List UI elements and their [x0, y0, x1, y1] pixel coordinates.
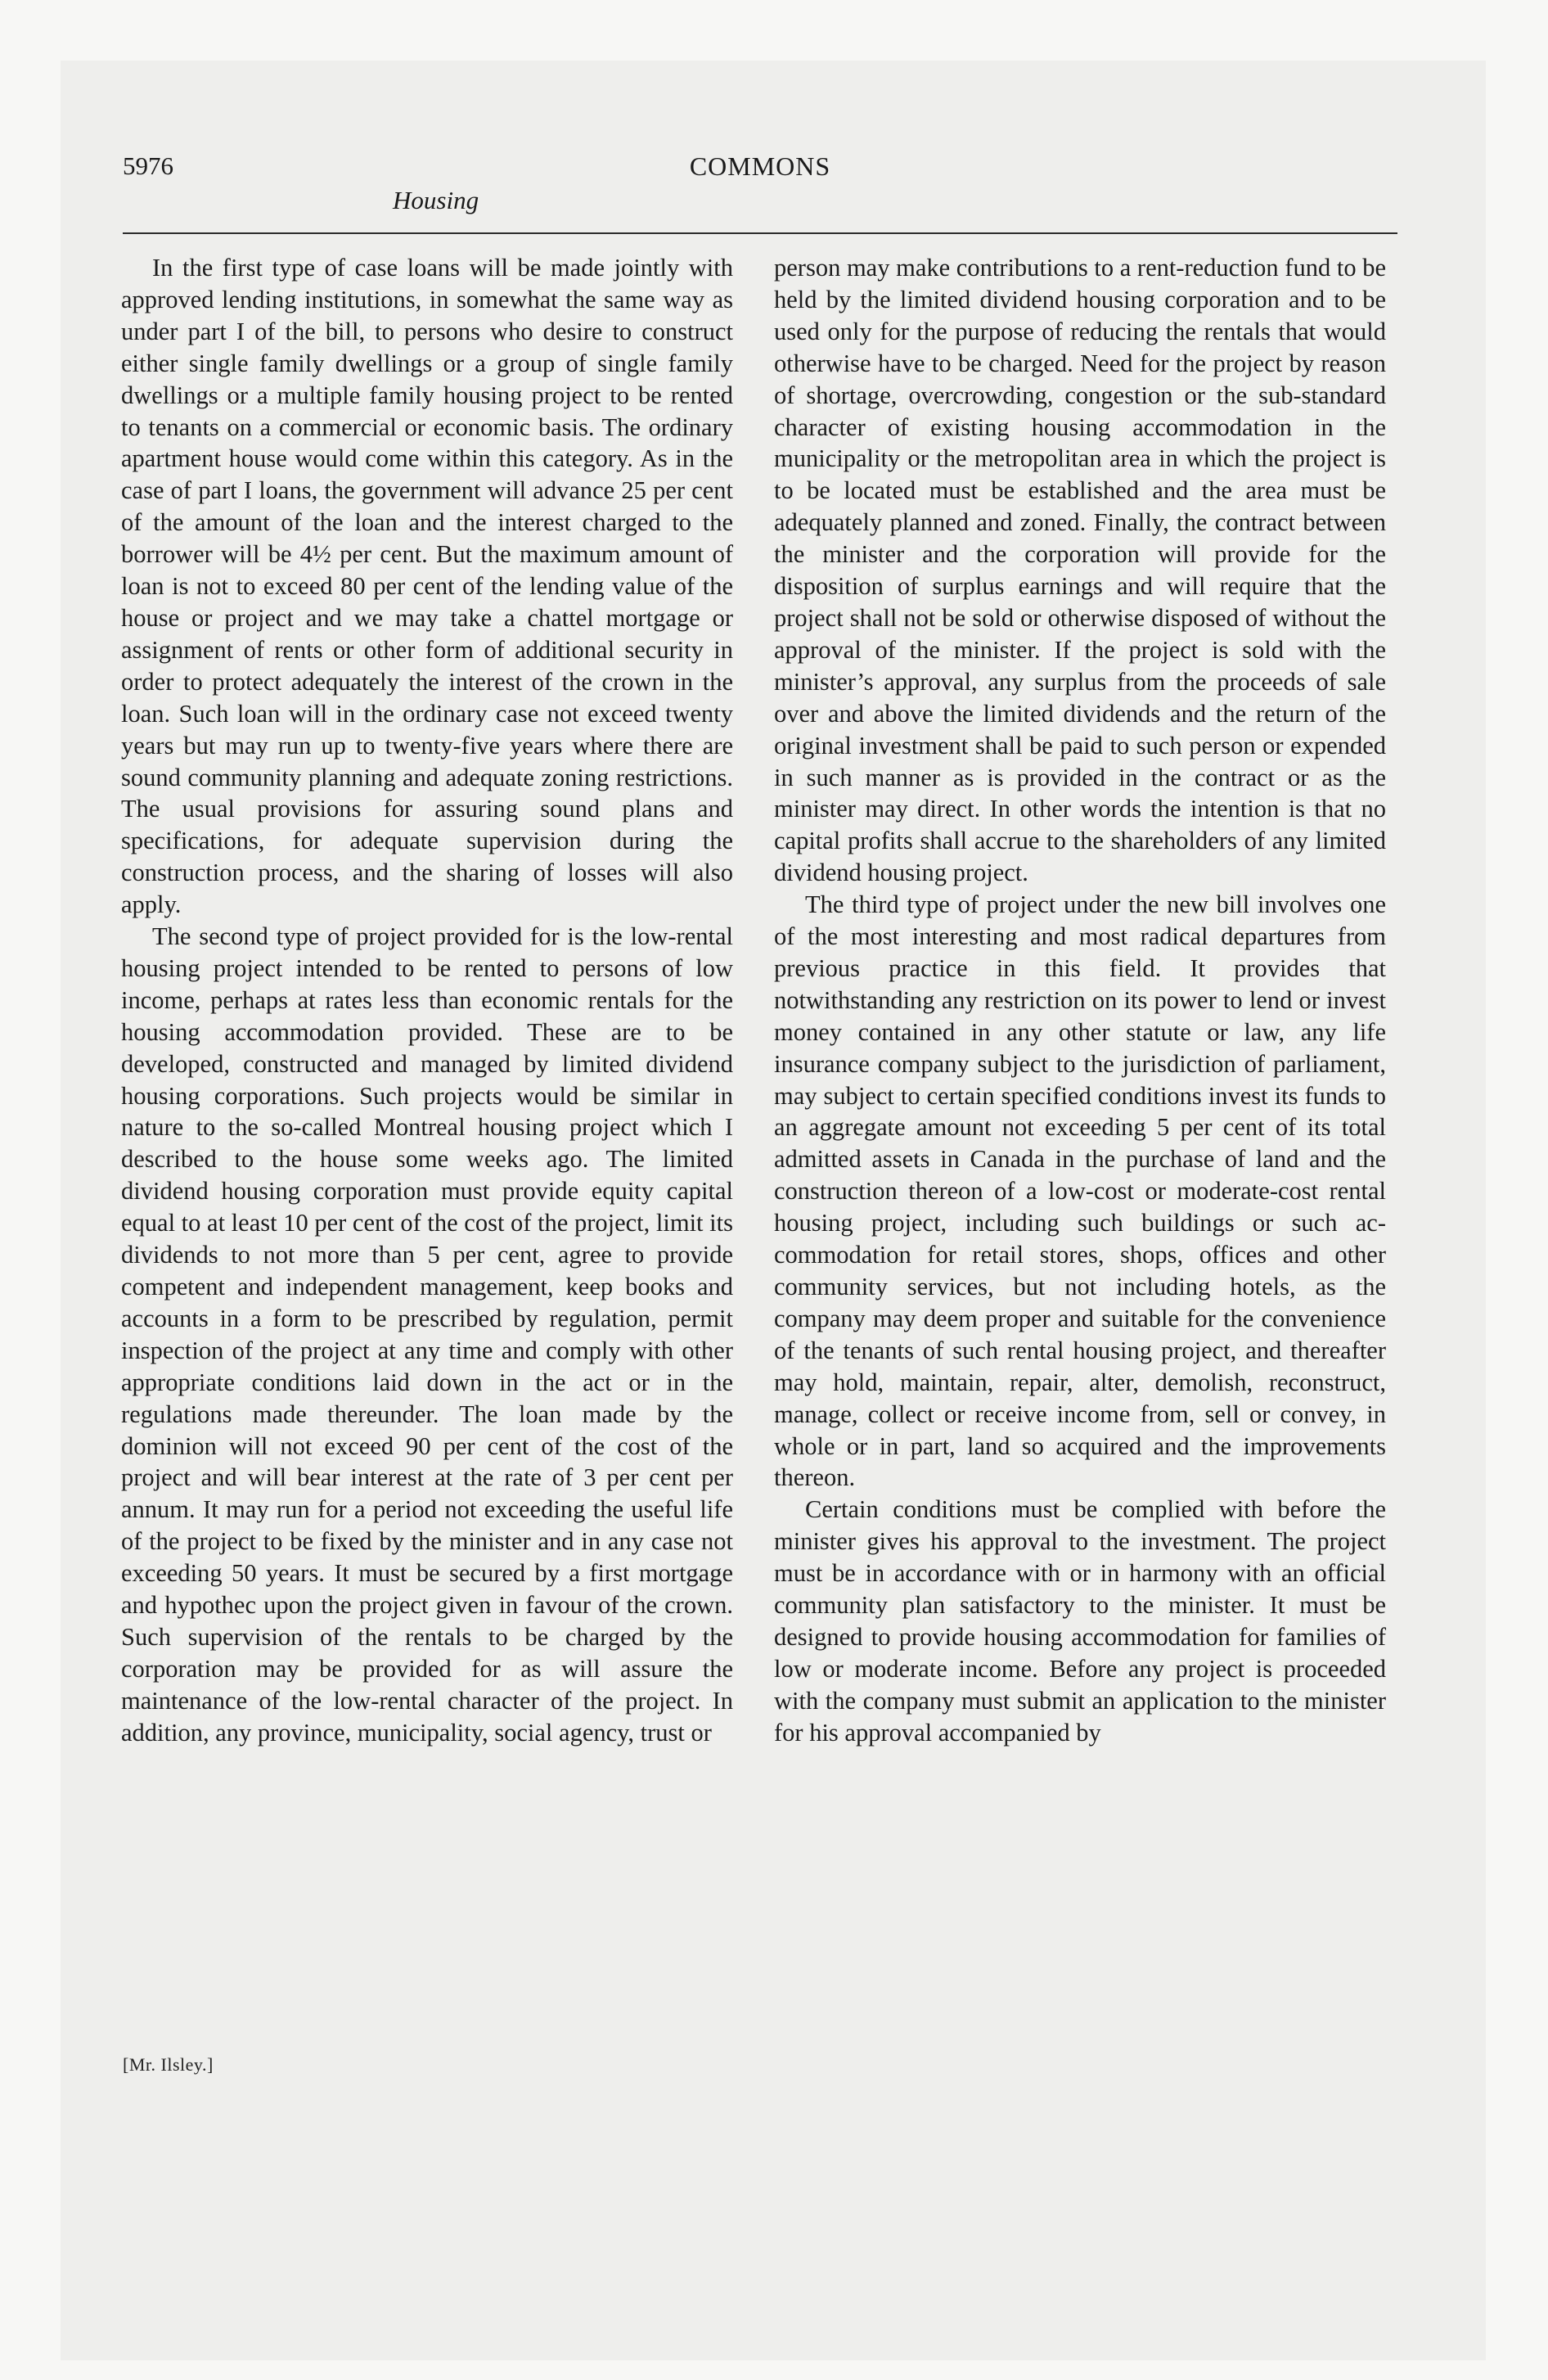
right-column [774, 252, 1386, 1749]
paragraph: The second type of project provided for is the low-rental housing project intended to be rented to persons of low income, perhaps at rates less than economic rentals for the housing accommodation provided. These are to be developed, constructed and managed by limited dividend housing corporations. Such projects would be similar in nature to the so-called Montreal housing project which I described to the house some weeks ago. The limited dividend housing corporation must provide equity capital equal to at least 10 per cent of the cost of the project, limit its dividends to not more than 5 per cent, agree to provide competent and independent management, keep books and accounts in a form to be prescribed by regulation, permit inspection of the project at any time and comply with other appropriate conditions laid down in the act or in the regulations made thereunder. The loan made by the dominion will not exceed 90 per cent of the cost of the project and will bear interest at the rate of 3 per cent per annum. It may run for a period not exceeding the useful life of the project to be fixed by the minister and in any case not exceeding 50 years. It must be secured by a first mortgage and hypothec upon the project given in favour of the crown. Such supervision of the rentals to be charged by the corporation may be provided for as will assure the maintenance of the low-rental character of the project. In addition, any province, municipality, social agency, trust or [121, 922, 733, 1747]
left-column [121, 252, 733, 1749]
paragraph: The third type of project under the new bill involves one of the most interesting and most radical departures from previous practice in this field. It provides that notwithstanding any restriction on its power to lend or invest money contained in any other statute or law, any life insurance company subject to the jurisdiction of parliament, may subject to certain specified conditions invest its funds to an aggregate amount not exceeding 5 per cent of its total admitted assets in Canada in the purchase of land and the construction thereon of a low-cost or moderate-cost rental housing project, including such buildings or such accommodation for retail stores, shops, offices and other community services, but not including hotels, as the company may deem proper and suitable for the convenience of the tenants of such rental housing project, and thereafter may hold, maintain, repair, alter, demolish, reconstruct, manage, collect or receive income from, sell or convey, in whole or in part, land so acquired and the improvements thereon. [774, 890, 1386, 1492]
journal-title: COMMONS [689, 151, 831, 181]
section-title: Housing [393, 186, 479, 214]
page-header [123, 151, 1397, 225]
paragraph-continued: person may make contributions to a rent-reduction fund to be held by the limited dividend housing corporation and to be used only for the purpose of reducing the rentals that would otherwise have to be charged. Need for the project by reason of shortage, overcrowding, congestion or the sub-standard character of existing housing accommodation in the municipality or the metropolitan area in which the project is to be located must be established and the area must be adequately planned and zoned. Finally, the contract between the minister and the corporation will provide for the disposition of surplus earnings and will require that the project shall not be sold or otherwise disposed of without the approval of the minister. If the project is sold with the minister’s approval, any surplus from the proceeds of sale over and above the limited dividends and the return of the original investment shall be paid to such person or expended in such manner as is provided in the contract or as the minister may direct. In other words the intention is that no capital profits shall accrue to the shareholders of any limited dividend housing project. [774, 254, 1386, 887]
paragraph: Certain conditions must be complied with before the minister gives his approval to the investment. The project must be in accordance with or in harmony with an official community plan satisfactory to the minister. It must be designed to provide housing accommodation for families of low or moderate income. Before any project is proceeded with the company must submit an application to the minister for his approval accompanied by [774, 1495, 1386, 1747]
page-number: 5976 [123, 151, 173, 180]
paragraph: In the first type of case loans will be made jointly with approved lending institutions, in somewhat the same way as under part I of the bill, to persons who desire to construct either single family dwellings or a group of single family dwellings or a multiple family housing project to be rented to tenants on a commercial or economic basis. The ordinary apartment house would come within this category. As in the case of part I loans, the government will advance 25 per cent of the amount of the loan and the interest charged to the borrower will be 4½ per cent. But the maximum amount of loan is not to exceed 80 per cent of the lending value of the house or project and we may take a chattel mortgage or assignment of rents or other form of additional security in order to protect adequately the interest of the crown in the loan. Such loan will in the ordinary case not exceed twenty years but may run up to twenty-five years where there are sound community planning and adequate zoning restrictions. The usual provisions for assuring sound plans and specifications, for adequate supervision during the construction process, and the sharing of losses will also apply. [121, 254, 733, 919]
speaker-footnote: [Mr. Ilsley.] [123, 2054, 214, 2075]
header-rule [123, 232, 1397, 234]
